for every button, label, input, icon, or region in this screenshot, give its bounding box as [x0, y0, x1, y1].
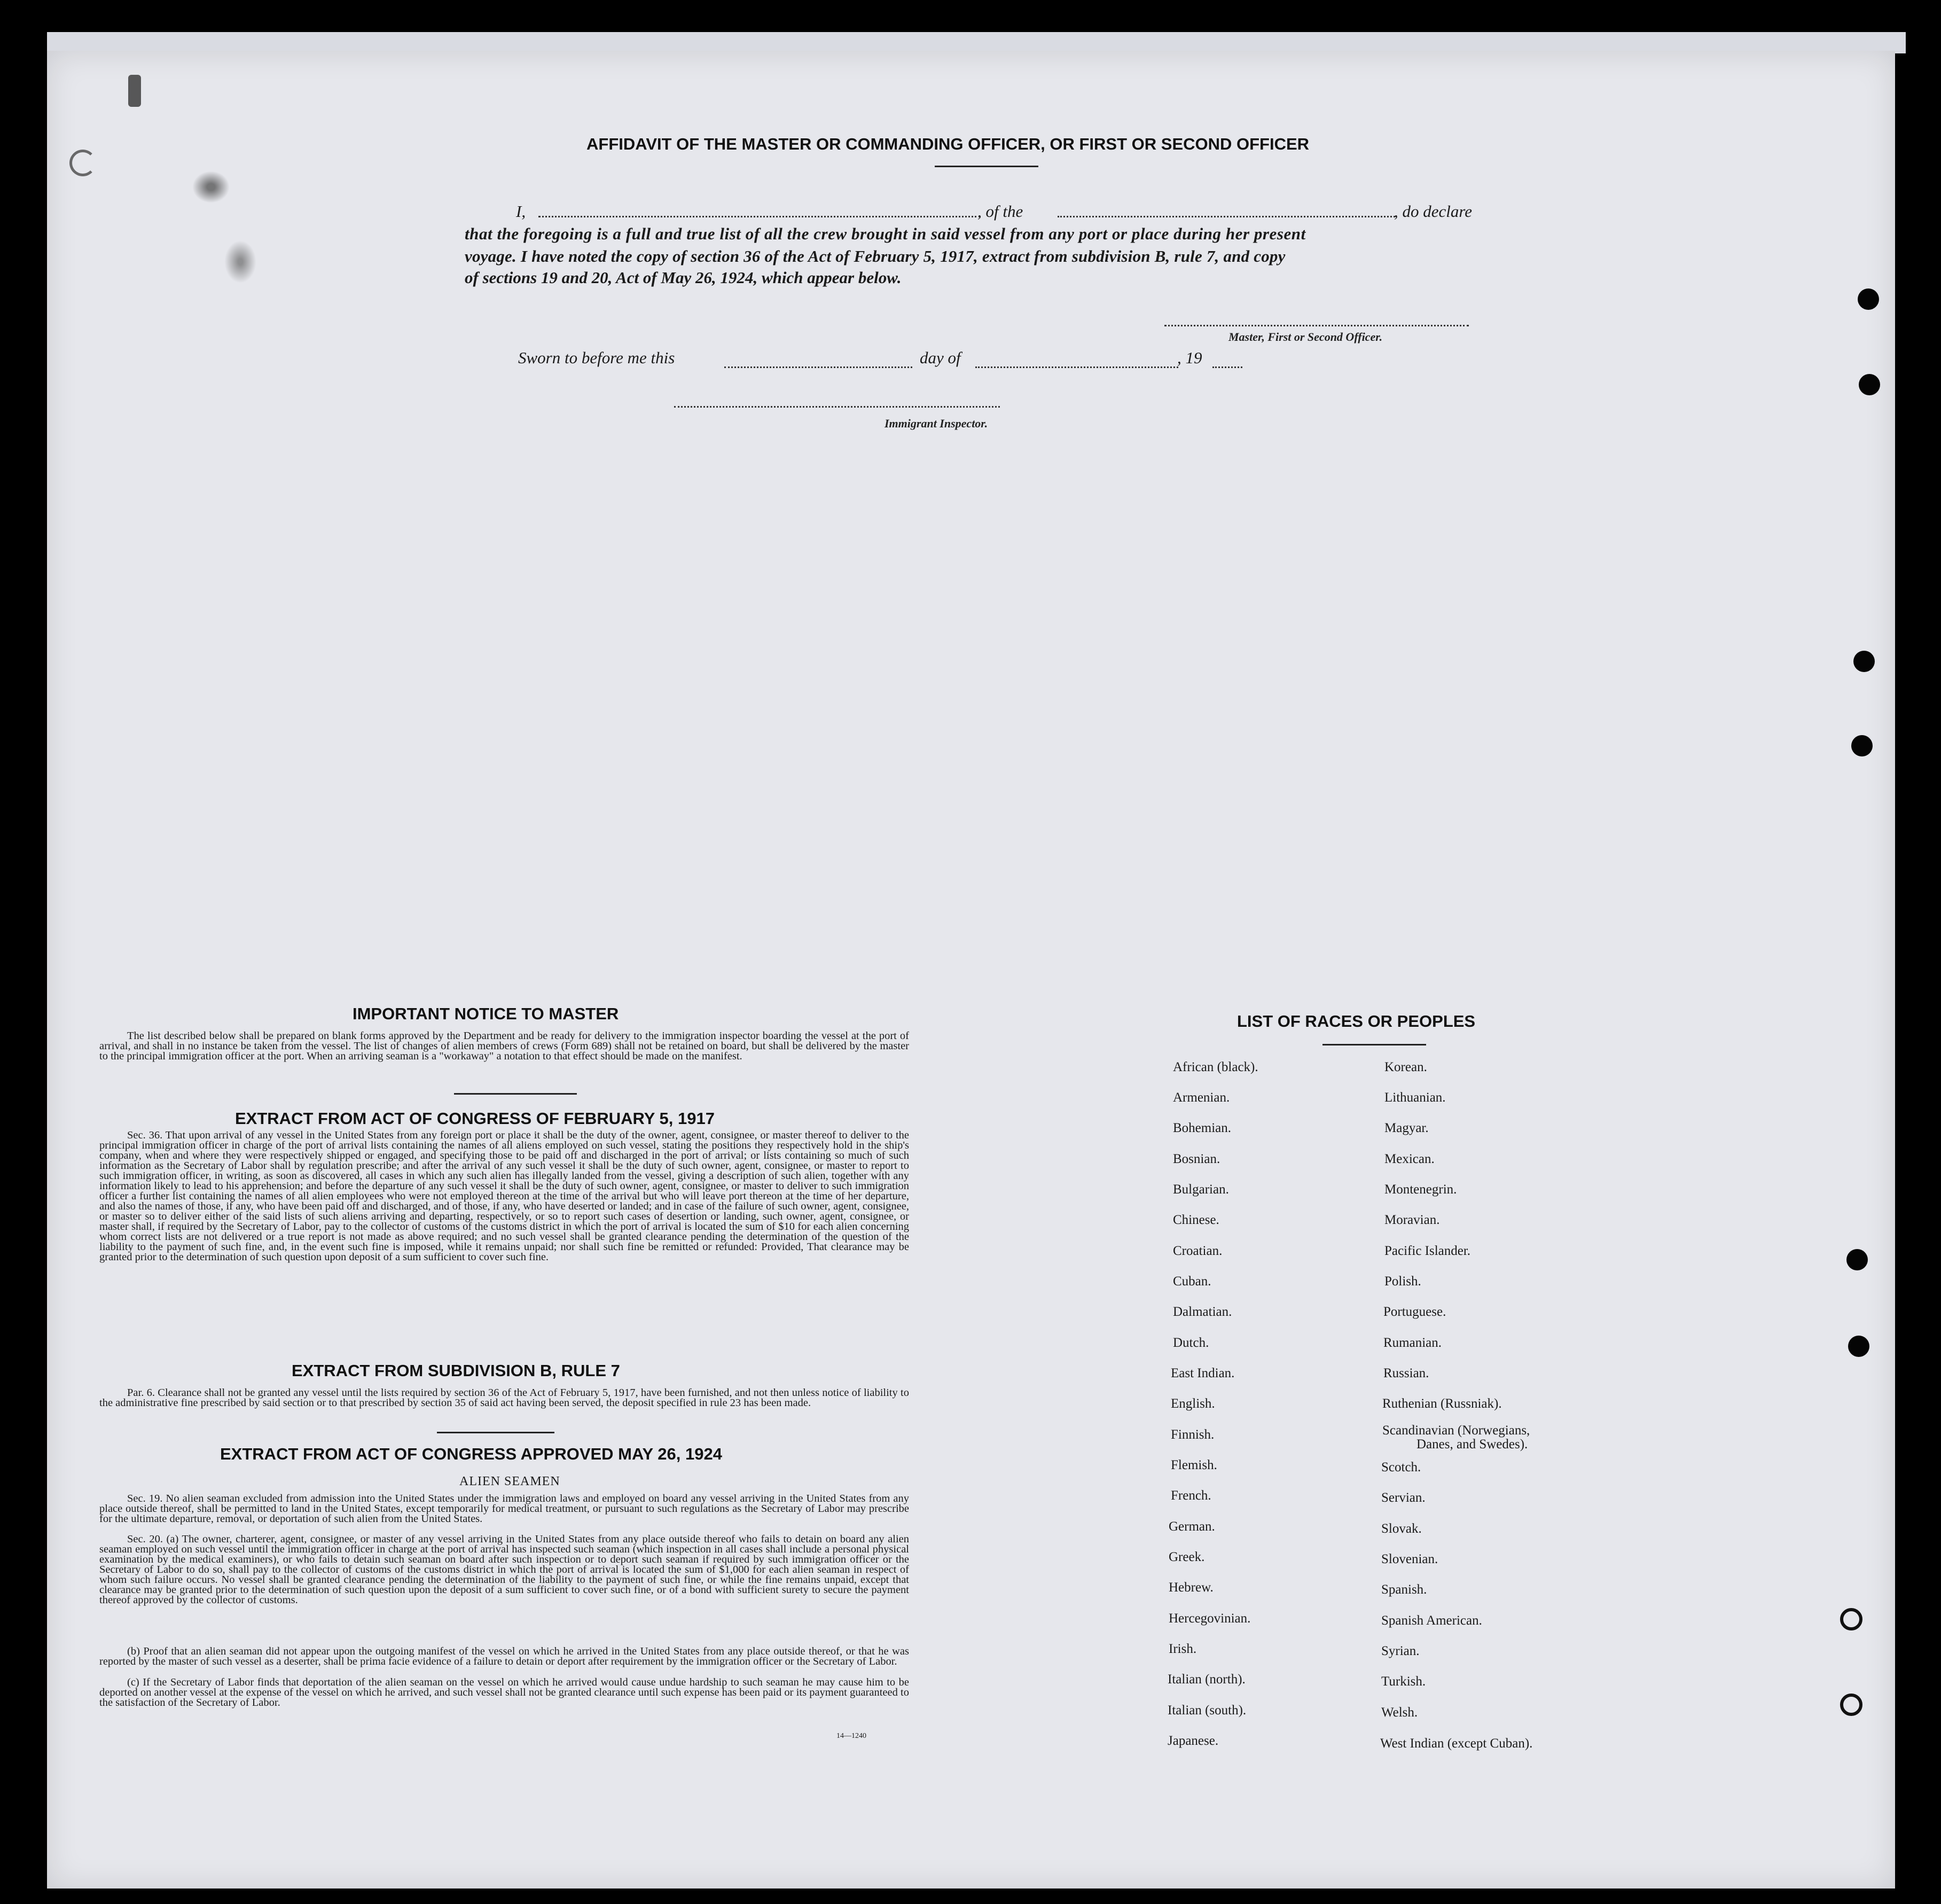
- races-title: LIST OF RACES OR PEOPLES: [1237, 1012, 1476, 1031]
- race-item: Cuban.: [1173, 1274, 1211, 1289]
- notice-title: IMPORTANT NOTICE TO MASTER: [353, 1004, 619, 1023]
- punch-hole: [1853, 651, 1875, 672]
- alien-seamen-subtitle: ALIEN SEAMEN: [459, 1474, 560, 1488]
- rank-blank[interactable]: [1058, 216, 1395, 217]
- race-item: Armenian.: [1173, 1090, 1230, 1105]
- race-item: Slovenian.: [1381, 1552, 1438, 1566]
- race-item: Japanese.: [1168, 1734, 1219, 1748]
- document-sheet: [47, 51, 1895, 1889]
- declaration-line: voyage. I have noted the copy of section 36 of the Act of February 5, 1917, extract from subdivision B, rule 7, and copy: [465, 247, 1286, 266]
- declaration-line: that the foregoing is a full and true list of all the crew brought in said vessel from any port or place during her present: [465, 224, 1306, 243]
- punch-hole: [1840, 1608, 1862, 1630]
- race-item: Dalmatian.: [1173, 1305, 1232, 1319]
- race-item: Rumanian.: [1383, 1336, 1442, 1350]
- race-item: Servian.: [1381, 1491, 1426, 1505]
- race-item: Finnish.: [1171, 1427, 1215, 1442]
- form-number: 14—1240: [836, 1732, 866, 1740]
- race-item: Mexican.: [1384, 1152, 1435, 1166]
- name-blank[interactable]: [538, 216, 981, 217]
- race-item: Pacific Islander.: [1384, 1244, 1471, 1258]
- sheet-top-edge: [47, 32, 1906, 53]
- race-item: Scotch.: [1381, 1460, 1421, 1474]
- race-item: Irish.: [1169, 1642, 1197, 1656]
- master-signature-label: Master, First or Second Officer.: [1228, 330, 1383, 344]
- punch-hole: [1840, 1694, 1862, 1716]
- race-item: Lithuanian.: [1384, 1090, 1446, 1105]
- divider: [454, 1093, 577, 1095]
- race-item: Welsh.: [1381, 1705, 1418, 1720]
- race-item: African (black).: [1173, 1060, 1258, 1074]
- race-item: Croatian.: [1173, 1244, 1223, 1258]
- punch-hole: [1858, 288, 1879, 310]
- inspector-label: Immigrant Inspector.: [885, 417, 988, 430]
- sworn-year-blank[interactable]: [1212, 366, 1242, 368]
- race-item: Flemish.: [1171, 1458, 1217, 1472]
- race-item: Spanish.: [1381, 1582, 1427, 1597]
- race-item: Italian (south).: [1168, 1703, 1247, 1718]
- race-item: West Indian (except Cuban).: [1380, 1736, 1533, 1751]
- stamp-mark: [192, 171, 230, 203]
- race-item: Ruthenian (Russniak).: [1382, 1396, 1502, 1411]
- declaration-do-declare: , do declare: [1394, 202, 1473, 221]
- divider: [935, 166, 1038, 167]
- stamp-mark: [69, 150, 96, 176]
- race-item: Spanish American.: [1381, 1613, 1482, 1628]
- race-item: English.: [1171, 1396, 1215, 1411]
- affidavit-title: AFFIDAVIT OF THE MASTER OR COMMANDING OFFICER, OR FIRST OR SECOND OFFICER: [586, 135, 1310, 153]
- race-item: Hercegovinian.: [1169, 1611, 1251, 1626]
- punch-hole: [1846, 1249, 1868, 1270]
- sworn-day-blank[interactable]: [724, 366, 912, 368]
- declaration-of-the: , of the: [977, 202, 1023, 221]
- race-item: German.: [1169, 1519, 1215, 1534]
- punch-hole: [1848, 1336, 1869, 1357]
- punch-hole: [1851, 735, 1873, 756]
- sec19-text: Sec. 19. No alien seaman excluded from admission into the United States under the immigration laws and employed on board any vessel arriving in the United States from any place outside thereof, shall be permitted to land in the United States, except temporarily for medical treatment, or pursuant to such regulations as the Secretary of Labor may prescribe for the ultimate departure, removal, or deportation of such alien from the United States.: [99, 1493, 909, 1525]
- rule7-title: EXTRACT FROM SUBDIVISION B, RULE 7: [292, 1361, 620, 1380]
- race-item: Moravian.: [1384, 1213, 1440, 1227]
- race-item: Magyar.: [1384, 1121, 1429, 1135]
- extract-1917-title: EXTRACT FROM ACT OF CONGRESS OF FEBRUARY 5, 1917: [235, 1109, 715, 1128]
- sec20c-text: (c) If the Secretary of Labor finds that deportation of the alien seaman on the vessel on which he arrived would cause undue hardship to such seaman he may cause him to be deported on another vessel at the expense of the vessel on which he arrived, and such vessel shall not be granted clearance until such expense has been paid or its payment guaranteed to the satisfaction of the Secretary of Labor.: [99, 1676, 909, 1708]
- extract-1917-text: Sec. 36. That upon arrival of any vessel in the United States from any foreign port or place it shall be the duty of the owner, agent, consignee, or master thereof to deliver to the principal immigration officer in charge of the port of arrival lists containing the names of all aliens employed on such vessel, stating the positions they respectively hold in the ship's company, when and where they were respectively shipped or engaged, and specifying those to be paid off and discharged in the port of arrival; or lists containing so much of such information as the Secretary of Labor shall by regulation prescribe; and after the arrival of any such vessel it shall be the duty of such owner, agent, consignee, or master to report to such immigration officer, in writing, as soon as discovered, all cases in which any such alien has illegally landed from the vessel, giving a description of such alien, together with any information likely to lead to his apprehension; and before the departure of any such vessel it shall be the duty of such owner, agent, consignee, or master to deliver to such immigration officer a further list containing the names of all alien employees who were not employed thereon at the time of the arrival but who will leave port thereon at the time of her departure, and also the names of those, if any, who have been paid off and discharged, and of those, if any, who have deserted or landed; and in case of the failure of such owner, agent, consignee, or master so to deliver either of the said lists of such aliens arriving and departing, respectively, or so to report such cases of desertion or landing, such owner, agent, consignee, or master shall, if required by the Secretary of Labor, pay to the collector of customs of the customs district in which the port of arrival is located the sum of $10 for each alien concerning whom correct lists are not delivered or a true report is not made as above required; and no such vessel shall be granted clearance pending the determination of the question of the liability to the payment of such fine, and, in the event such fine is imposed, while it remains unpaid; nor shall such fine be remitted or refunded: Provided, That clearance may be granted prior to the determination of such question upon deposit of a sum sufficient to cover such fine.: [99, 1129, 909, 1263]
- sworn-month-blank[interactable]: [975, 366, 1178, 368]
- race-item: Russian.: [1383, 1366, 1429, 1380]
- race-item: Slovak.: [1381, 1521, 1422, 1536]
- race-item: Montenegrin.: [1384, 1182, 1457, 1197]
- inspector-signature-line[interactable]: [674, 406, 1000, 408]
- race-item: Turkish.: [1381, 1674, 1426, 1689]
- rule7-text: Par. 6. Clearance shall not be granted any vessel until the lists required by section 36 of the Act of February 5, 1917, have been furnished, and not then unless notice of liability to the administrative fine prescribed by said section or to that prescribed by section 35 of said act having been served, the deposit specified in rule 23 has been made.: [99, 1387, 909, 1409]
- race-item: Dutch.: [1173, 1336, 1209, 1350]
- master-signature-line[interactable]: [1164, 325, 1469, 326]
- year-prefix: , 19: [1177, 348, 1202, 367]
- divider: [1322, 1044, 1426, 1045]
- race-item: Danes, and Swedes).: [1416, 1437, 1528, 1452]
- race-item: Chinese.: [1173, 1213, 1219, 1227]
- notice-text: The list described below shall be prepared on blank forms approved by the Department and be ready for delivery to the immigration inspector boarding the vessel at the port of arrival, and shall in no instance be taken from the vessel. The list of changes of alien members of crews (Form 689) shall not be retained on board, but shall be delivered by the master to the principal immigration officer at the port. When an arriving seaman is a "workaway" a notation to that effect should be made on the manifest.: [99, 1030, 909, 1062]
- race-item: Italian (north).: [1168, 1672, 1246, 1687]
- race-item: East Indian.: [1171, 1366, 1235, 1380]
- race-item: Bosnian.: [1173, 1152, 1220, 1166]
- declaration-line: of sections 19 and 20, Act of May 26, 1924, which appear below.: [465, 268, 902, 287]
- race-item: Hebrew.: [1169, 1580, 1214, 1595]
- race-item: Syrian.: [1381, 1644, 1420, 1658]
- race-item: Greek.: [1169, 1550, 1205, 1564]
- punch-hole: [1859, 374, 1880, 395]
- sec20a-text: Sec. 20. (a) The owner, charterer, agent, consignee, or master of any vessel arriving in the United States from any place outside thereof who fails to detain on board any alien seaman employed on such vessel until the immigration officer in charge at the port of arrival has inspected such seaman (which inspection in all cases shall include a personal physical examination by the medical examiners), or who fails to detain such seaman on board after such inspection or to deport such seaman if required by such immigration officer or the Secretary of Labor to do so, shall pay to the collector of customs of the customs district in which the port of arrival is located the sum of $1,000 for each alien seaman in respect of whom such failure occurs. No vessel shall be granted clearance pending the determination of the liability to the payment of such fine, or while the fine remains unpaid, except that clearance may be granted prior to the determination of such question upon the deposit of a sum sufficient to cover such fine, or of a bond with sufficient surety to secure the payment thereof approved by the collector of customs.: [99, 1533, 909, 1606]
- race-item: Bulgarian.: [1173, 1182, 1229, 1197]
- day-of-text: day of: [920, 348, 961, 367]
- race-item: Bohemian.: [1173, 1121, 1232, 1135]
- race-item: Polish.: [1384, 1274, 1421, 1289]
- race-item: Portuguese.: [1383, 1305, 1446, 1319]
- declaration-i: I,: [516, 202, 526, 221]
- sworn-text: Sworn to before me this: [518, 348, 675, 367]
- race-item: Korean.: [1384, 1060, 1427, 1074]
- stamp-mark: [224, 240, 256, 283]
- extract-1924-title: EXTRACT FROM ACT OF CONGRESS APPROVED MAY 26, 1924: [220, 1445, 722, 1463]
- race-item: French.: [1171, 1488, 1211, 1503]
- race-item: Scandinavian (Norwegians,: [1382, 1423, 1530, 1438]
- sec20b-text: (b) Proof that an alien seaman did not appear upon the outgoing manifest of the vessel on which he arrived in the United States from any place outside thereof, or that he was reported by the master of such vessel as a deserter, shall be prima facie evidence of a failure to detain or deport after requirement by the immigration officer or the Secretary of Labor.: [99, 1645, 909, 1667]
- stamp-mark: [128, 75, 141, 107]
- divider: [437, 1432, 554, 1433]
